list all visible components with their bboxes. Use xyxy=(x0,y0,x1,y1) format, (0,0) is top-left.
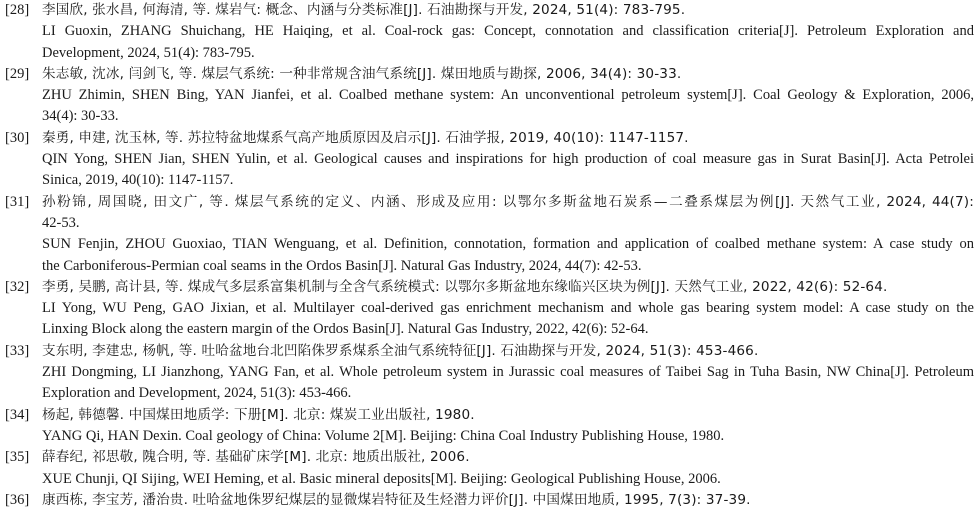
reference-line-chinese: 薛春纪, 祁思敬, 隗合明, 等. 基础矿床学[M]. 北京: 地质出版社, 2006. xyxy=(42,449,470,466)
reference-body xyxy=(42,405,978,448)
reference-number: [36] xyxy=(5,491,30,508)
reference-line-chinese: 杨起, 韩德馨. 中国煤田地质学: 下册[M]. 北京: 煤炭工业出版社, 1980. xyxy=(42,406,475,423)
reference-number: [30] xyxy=(5,129,30,146)
reference-entry xyxy=(0,128,978,192)
reference-line-english: 34(4): 30-33. xyxy=(42,108,119,125)
reference-line-english: Development, 2024, 51(4): 783-795. xyxy=(42,44,255,61)
reference-line-english: ZHI Dongming, LI Jianzhong, YANG Fan, et al. Whole petroleum system in Jurassic coal measures of Taibei Sag in Tuha Basin, NW China[J]. Petroleum xyxy=(42,364,974,381)
reference-body xyxy=(42,341,978,405)
reference-entry xyxy=(0,405,978,448)
reference-entry xyxy=(0,192,978,277)
reference-line-chinese: 朱志敏, 沈冰, 闫剑飞, 等. 煤层气系统: 一种非常规含油气系统[J]. 煤田地质与勘探, 2006, 34(4): 30-33. xyxy=(42,65,682,82)
reference-line-chinese: 康西栋, 李宝芳, 潘治贵. 吐哈盆地侏罗纪煤层的显微煤岩特征及生烃潜力评价[J]. 中国煤田地质, 1995, 7(3): 37-39. xyxy=(42,491,751,508)
reference-body xyxy=(42,490,978,511)
reference-line-english: YANG Qi, HAN Dexin. Coal geology of China: Volume 2[M]. Beijing: China Coal Industry Publishing House, 1980. xyxy=(42,427,725,444)
reference-entry xyxy=(0,490,978,511)
reference-line-chinese: 孙粉锦, 周国晓, 田文广, 等. 煤层气系统的定义、内涵、形成及应用: 以鄂尔多斯盆地石炭系—二叠系煤层为例[J]. 天然气工业, 2024, 44(7): xyxy=(42,193,974,210)
reference-entry xyxy=(0,447,978,490)
reference-line-english: XUE Chunji, QI Sijing, WEI Heming, et al. Basic mineral deposits[M]. Beijing: Geological Publishing House, 2006. xyxy=(42,470,721,487)
reference-body xyxy=(42,277,978,341)
reference-body xyxy=(42,192,978,277)
reference-number: [32] xyxy=(5,278,30,295)
reference-number: [33] xyxy=(5,342,30,359)
reference-entry xyxy=(0,64,978,128)
reference-number: [34] xyxy=(5,406,30,423)
reference-line-english: Exploration and Development, 2024, 51(3): 453-466. xyxy=(42,385,352,402)
reference-line-english: SUN Fenjin, ZHOU Guoxiao, TIAN Wenguang, et al. Definition, connotation, formation and application of coalbed methane system: A case study on xyxy=(42,236,974,253)
reference-number: [35] xyxy=(5,449,30,466)
reference-entry xyxy=(0,277,978,341)
reference-line-english: Sinica, 2019, 40(10): 1147-1157. xyxy=(42,172,234,189)
reference-line-english: QIN Yong, SHEN Jian, SHEN Yulin, et al. Geological causes and inspirations for high production of coal measure gas in Surat Basin[J]. Acta Petrolei xyxy=(42,151,974,168)
reference-entry xyxy=(0,0,978,64)
reference-line-english: 42-53. xyxy=(42,214,80,231)
reference-line-chinese: 支东明, 李建忠, 杨帆, 等. 吐哈盆地台北凹陷侏罗系煤系全油气系统特征[J]. 石油勘探与开发, 2024, 51(3): 453-466. xyxy=(42,342,759,359)
reference-line-english: Linxing Block along the eastern margin of the Ordos Basin[J]. Natural Gas Industry, 2022, 42(6): 52-64. xyxy=(42,321,649,338)
reference-line-english: the Carboniferous-Permian coal seams in the Ordos Basin[J]. Natural Gas Industry, 2024, 44(7): 42-53. xyxy=(42,257,642,274)
reference-entry xyxy=(0,341,978,405)
reference-line-chinese: 秦勇, 申建, 沈玉林, 等. 苏拉特盆地煤系气高产地质原因及启示[J]. 石油学报, 2019, 40(10): 1147-1157. xyxy=(42,129,689,146)
reference-number: [28] xyxy=(5,2,30,18)
reference-number: [31] xyxy=(5,193,30,210)
reference-number: [29] xyxy=(5,65,30,82)
reference-body xyxy=(42,0,978,64)
reference-line-chinese: 李勇, 吴鹏, 高计县, 等. 煤成气多层系富集机制与全含气系统模式: 以鄂尔多斯盆地东缘临兴区块为例[J]. 天然气工业, 2022, 42(6): 52-64. xyxy=(42,278,888,295)
reference-line-english: ZHU Zhimin, SHEN Bing, YAN Jianfei, et al. Coalbed methane system: An unconventional petroleum system[J]. Coal Geology & Exploration, 2006, xyxy=(42,87,974,104)
reference-body xyxy=(42,128,978,192)
reference-body xyxy=(42,447,978,490)
reference-line-chinese: 李国欣, 张水昌, 何海清, 等. 煤岩气: 概念、内涵与分类标准[J]. 石油勘探与开发, 2024, 51(4): 783-795. xyxy=(42,2,686,18)
reference-line-english: LI Yong, WU Peng, GAO Jixian, et al. Multilayer coal-derived gas enrichment mechanism and whole gas bearing system model: A case study on the xyxy=(42,300,974,317)
reference-line-english: LI Guoxin, ZHANG Shuichang, HE Haiqing, et al. Coal-rock gas: Concept, connotation and classification criteria[J]. Petroleum Exploration and xyxy=(42,23,974,40)
reference-body xyxy=(42,64,978,128)
